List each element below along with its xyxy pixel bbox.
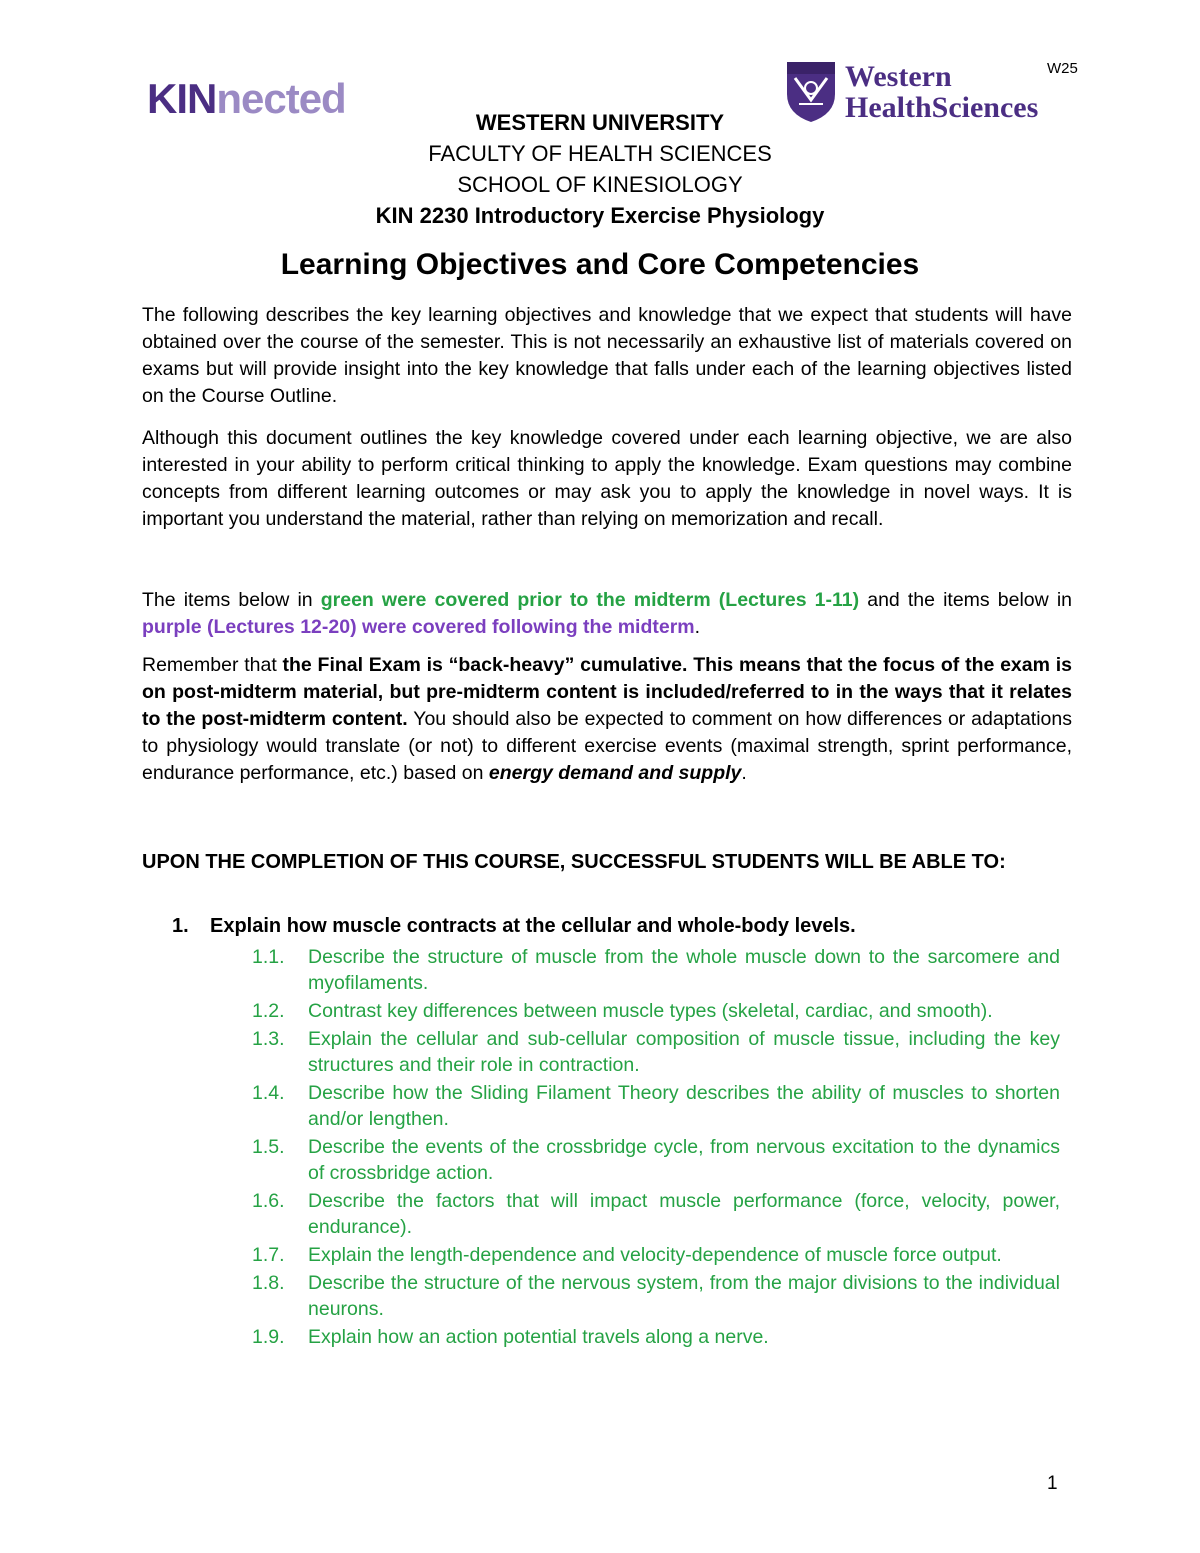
term-label: W25	[1047, 60, 1078, 77]
subitem-1-4	[252, 1080, 1060, 1132]
exam-text-3: .	[741, 762, 747, 784]
subitem-number: 1.1.	[252, 946, 285, 968]
western-logo-line1: Western	[845, 60, 952, 93]
subitem-text: Describe the structure of the nervous system, from the major divisions to the individual neurons.	[308, 1272, 1060, 1320]
objective-1-text: Explain how muscle contracts at the cellular and whole-body levels.	[210, 915, 856, 937]
subitem-number: 1.9.	[252, 1326, 285, 1348]
subitem-1-3	[252, 1026, 1060, 1078]
subitem-number: 1.5.	[252, 1136, 285, 1158]
subitem-number: 1.6.	[252, 1190, 285, 1212]
course-heading: KIN 2230 Introductory Exercise Physiology	[375, 203, 825, 228]
subitem-1-8	[252, 1270, 1060, 1322]
subitem-text: Explain how an action potential travels along a nerve.	[308, 1326, 769, 1348]
subitem-text: Describe how the Sliding Filament Theory describes the ability of muscles to shorten and/or lengthen.	[308, 1082, 1060, 1130]
subitem-1-9	[252, 1324, 1060, 1350]
legend-purple-text: purple (Lectures 12-20) were covered following the midterm	[142, 616, 695, 638]
subitem-number: 1.7.	[252, 1244, 285, 1266]
objective-1	[172, 913, 856, 940]
intro-paragraph: The following describes the key learning objectives and knowledge that we expect that students will have obtained over the course of the semester. This is not necessarily an exhaustive list of materials covered on exams but will provide insight into the key knowledge that falls under each of the learning objectives listed on the Course Outline.	[142, 304, 1072, 407]
legend-text-3: .	[694, 616, 701, 638]
subitem-text: Describe the events of the crossbridge cycle, from nervous excitation to the dynamics of crossbridge action.	[308, 1136, 1060, 1184]
western-logo-line2: HealthSciences	[845, 91, 1039, 124]
subitem-1-5	[252, 1134, 1060, 1186]
subitem-number: 1.4.	[252, 1082, 285, 1104]
kinnected-logo-kin: KIN	[147, 75, 217, 122]
legend-green-text: green were covered prior to the midterm (Lectures 1-11)	[320, 589, 860, 611]
objectives-heading: UPON THE COMPLETION OF THIS COURSE, SUCCESSFUL STUDENTS WILL BE ABLE TO:	[142, 851, 1006, 873]
critical-thinking-paragraph: Although this document outlines the key knowledge covered under each learning objective, we are also interested in your ability to perform critical thinking to apply the knowledge. Exam questions may combine concepts from different learning outcomes or may ask you to apply the knowledge in novel ways. It is important you understand the material, rather than relying on memorization and recall.	[142, 427, 1072, 530]
legend-text-1: The items below in	[142, 589, 321, 611]
subitem-number: 1.8.	[252, 1272, 285, 1294]
kinnected-logo-nected: nected	[216, 75, 346, 122]
subitem-1-7	[252, 1242, 1060, 1268]
faculty-heading: FACULTY OF HEALTH SCIENCES	[428, 141, 772, 166]
objective-1-subitems	[252, 944, 1060, 1352]
document-title: Learning Objectives and Core Competencies	[280, 248, 920, 281]
subitem-text: Describe the factors that will impact muscle performance (force, velocity, power, endurance).	[308, 1190, 1060, 1238]
subitem-text: Explain the length-dependence and velocity-dependence of muscle force output.	[308, 1244, 1002, 1266]
final-exam-paragraph	[142, 652, 1072, 787]
exam-bold-italic-text: energy demand and supply	[488, 762, 742, 784]
subitem-text: Contrast key differences between muscle types (skeletal, cardiac, and smooth).	[308, 1000, 993, 1022]
exam-text-2: You should also be expected to comment on how differences or adaptations to physiology would translate (or not) to different exercise events (maximal strength, sprint performance, endurance performance, etc.) based on	[142, 708, 1072, 784]
legend-text-2: and the items below in	[859, 589, 1072, 611]
school-heading: SCHOOL OF KINESIOLOGY	[457, 172, 743, 197]
subitem-text: Explain the cellular and sub-cellular composition of muscle tissue, including the key structures and their role in contraction.	[308, 1028, 1060, 1076]
subitem-1-6	[252, 1188, 1060, 1240]
subitem-number: 1.2.	[252, 1000, 285, 1022]
subitem-1-2	[252, 998, 1060, 1024]
exam-bold-text: the Final Exam is “back-heavy” cumulative. This means that the focus of the exam is on post-midterm material, but pre-midterm content is included/referred to in the ways that it relates to the post-midterm content.	[142, 654, 1072, 730]
objective-1-number: 1.	[172, 915, 189, 937]
subitem-1-1	[252, 944, 1060, 996]
subitem-number: 1.3.	[252, 1028, 285, 1050]
subitem-text: Describe the structure of muscle from the whole muscle down to the sarcomere and myofilaments.	[308, 946, 1060, 994]
university-heading: WESTERN UNIVERSITY	[475, 110, 725, 135]
exam-text-1: Remember that	[142, 654, 283, 676]
color-legend-paragraph	[142, 587, 1072, 641]
page-number: 1	[1047, 1473, 1058, 1494]
